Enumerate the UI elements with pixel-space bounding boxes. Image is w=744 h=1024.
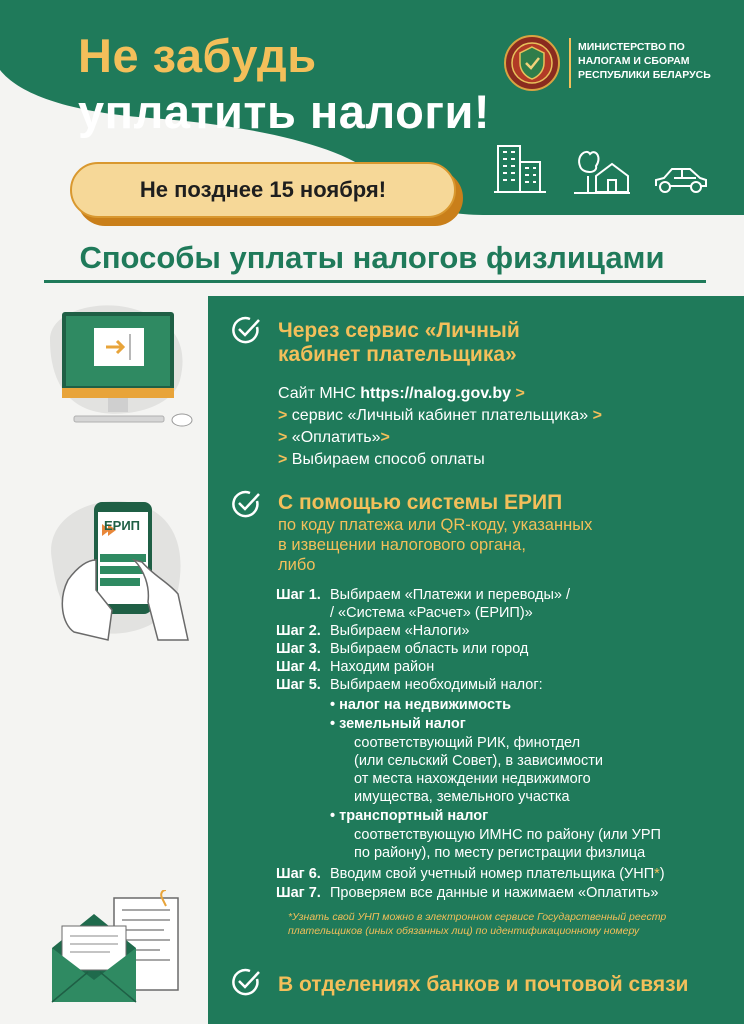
tax-land-desc: соответствующий РИК, финотдел [354,735,581,751]
envelope-with-documents-icon [44,890,184,1010]
ministry-divider [569,38,571,88]
tax-land-desc: имущества, земельного участка [354,789,570,805]
tax-land-desc: от места нахождении недвижимого [354,771,591,787]
step-row: Шаг 1. Выбираем «Платежи и переводы» / [276,587,571,603]
step-row: Шаг 5. Выбираем необходимый налог: [276,677,543,693]
title-line-2: уплатить налоги! [78,85,490,138]
title-line-1: Не забудь [78,29,317,82]
footnote-line-2: плательщиков (иных обязанных лиц) по идентификационному номеру [288,925,640,937]
method-1-step-3: > Выбираем способ оплаты [278,451,485,468]
arrow-icon: > [592,407,602,424]
ministry-emblem-logo [504,35,560,91]
method-2-subtitle-line-3: либо [278,556,316,574]
method-1-step-2: > «Оплатить»> [278,429,390,446]
arrow-icon: > [278,451,288,468]
phone-with-hand-icon [38,490,200,652]
step-row: Шаг 2. Выбираем «Налоги» [276,623,470,639]
step-row: Шаг 4. Находим район [276,659,435,675]
house-with-tree-icon [574,146,630,196]
section-underline [44,280,706,283]
computer-monitor-icon [40,300,200,434]
tax-land-desc: (или сельский Совет), в зависимости [354,753,603,769]
arrow-icon: > [380,429,390,446]
tax-land: • земельный налог [330,716,466,732]
method-2-title: С помощью системы ЕРИП [278,491,563,514]
check-circle-icon [230,966,262,998]
section-heading: Способы уплаты налогов физлицами [79,240,665,275]
site-url[interactable]: https://nalog.gov.by [360,385,512,402]
method-1-title-line-2: кабинет плательщика» [278,343,517,366]
step-row: / «Система «Расчет» (ЕРИП)» [330,605,533,621]
check-circle-icon [230,488,262,520]
method-1-step-1: > сервис «Личный кабинет плательщика» > [278,407,602,424]
erip-label: ЕРИП [104,518,141,533]
check-circle-icon [230,314,262,346]
ministry-name: МИНИСТЕРСТВО ПО НАЛОГАМ И СБОРАМ РЕСПУБЛИКИ БЕЛАРУСЬ [578,41,711,81]
tax-transport-desc: по району), по месту регистрации физлица [354,845,646,861]
deadline-badge: Не позднее 15 ноября! [70,162,456,218]
method-3-title: В отделениях банков и почтовой связи [278,973,689,996]
method-1-site-line [278,383,525,405]
step-row: Шаг 6. Вводим свой учетный номер плательщика (УНП*) [276,866,665,882]
site-prefix: Сайт МНС [278,385,361,402]
payment-methods-panel [208,296,744,1024]
tax-transport-desc: соответствующую ИМНС по району (или УРП [354,827,661,843]
tax-transport: • транспортный налог [330,808,489,824]
method-1-title-line-1: Через сервис «Личный [278,319,520,342]
arrow-icon: > [515,385,525,402]
method-2-subtitle-line-1: по коду платежа или QR-коду, указанных [278,516,593,534]
footnote-line-1: *Узнать свой УНП можно в электронном сервисе Государственный реестр [288,911,667,923]
tax-property: • налог на недвижимость [330,697,512,713]
step-row: Шаг 3. Выбираем область или город [276,641,529,657]
step-row: Шаг 7. Проверяем все данные и нажимаем «Оплатить» [276,885,659,901]
arrow-icon: > [278,429,288,446]
arrow-icon: > [278,407,288,424]
method-2-subtitle-line-2: в извещении налогового органа, [278,536,526,554]
buildings-icon [494,140,546,196]
car-icon [652,164,710,196]
